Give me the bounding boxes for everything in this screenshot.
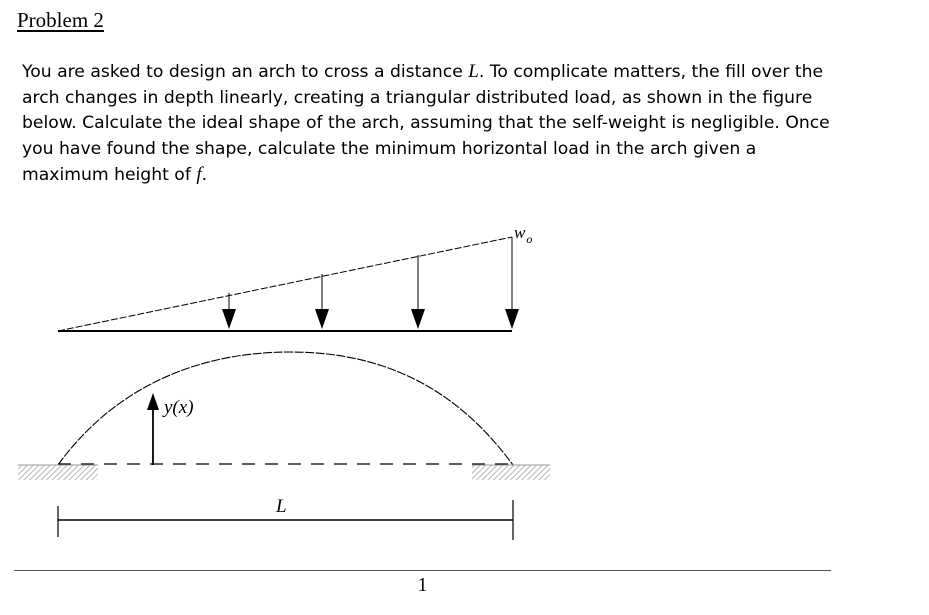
- variable-f: f: [196, 164, 202, 186]
- left-support: [18, 465, 98, 480]
- page-number: 1: [417, 574, 428, 596]
- load-arrowhead-2: [315, 309, 329, 329]
- load-arrowhead-1: [222, 309, 236, 329]
- statement-part-2: . To complicate matters, the fill over the arch changes in depth linearly, creating a triangular distributed load, as shown in the figure below. Calculate the ideal shape of the arch, assuming that the self-weight is negligible. Once you have found the shape, calculate the minimum horizontal load in the arch given a maximum height of: [22, 62, 830, 186]
- arch-height-label: y(x): [164, 397, 194, 418]
- span-label: L: [276, 496, 287, 517]
- problem-heading: Problem 2: [17, 8, 104, 32]
- load-arrowhead-4: [505, 309, 519, 329]
- statement-part-1: You are asked to design an arch to cross a distance: [22, 62, 469, 82]
- height-arrowhead: [147, 393, 159, 410]
- footer-divider: [14, 570, 831, 571]
- load-arrowhead-3: [411, 309, 425, 329]
- span-dimension: [58, 496, 513, 540]
- variable-L: L: [468, 61, 479, 82]
- load-slope-line: [58, 237, 512, 331]
- distributed-load: [58, 223, 532, 331]
- statement-part-3: .: [201, 165, 208, 186]
- load-label: $w_o$: [514, 223, 533, 246]
- arch-curve: [58, 352, 513, 465]
- arch: [58, 352, 513, 465]
- right-support: [472, 465, 550, 480]
- supports: [18, 465, 550, 480]
